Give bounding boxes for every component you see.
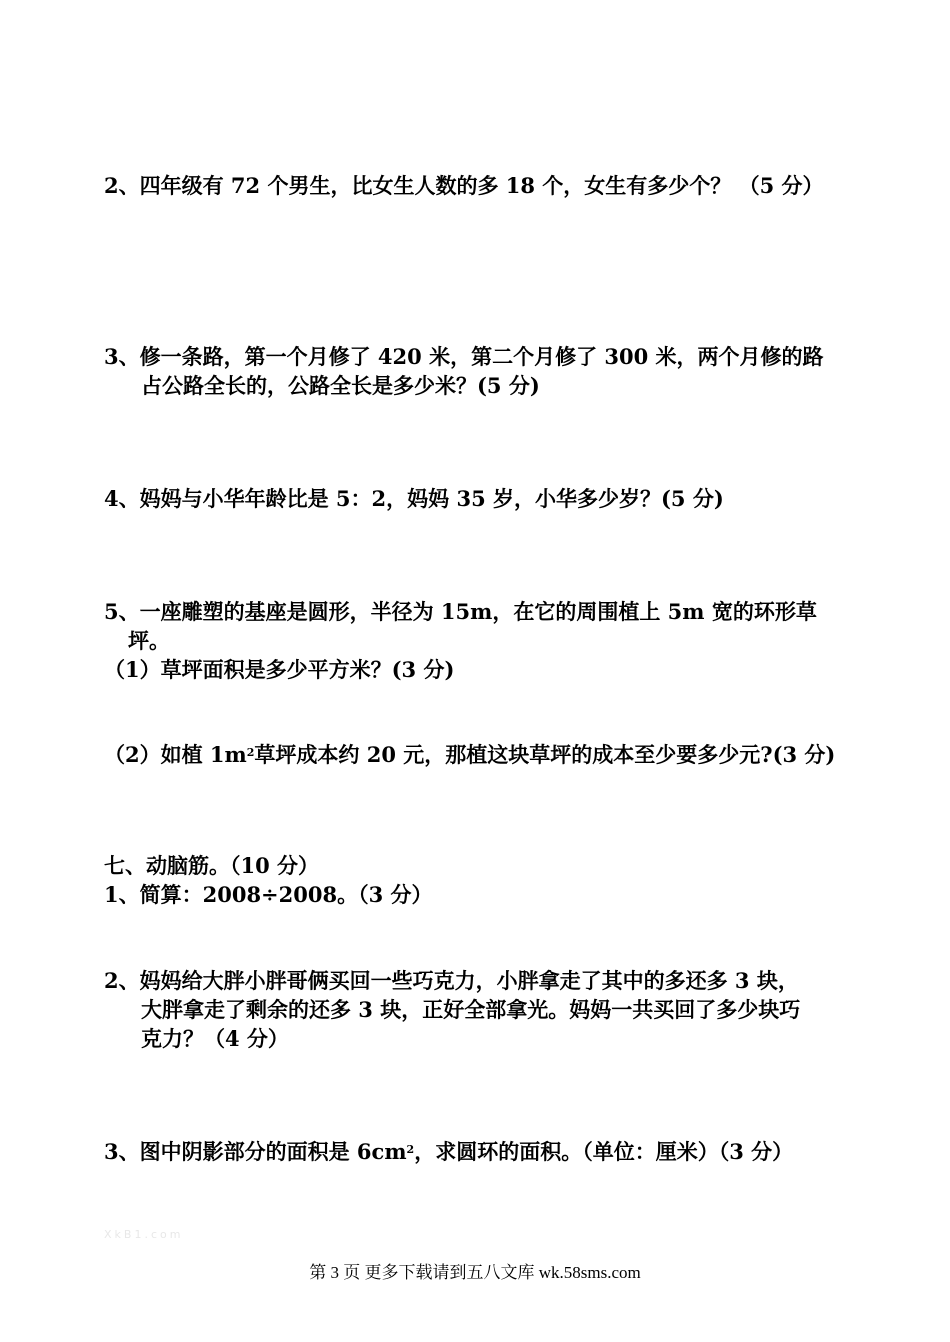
section-7-title: 七、动脑筋。（10 分） (104, 853, 320, 878)
question-5-sub-2-text-a: （2）如植 1m (104, 742, 247, 767)
question-3-line-1: 3、修一条路，第一个月修了 420 米，第二个月修了 300 米，两个月修的路 (104, 344, 824, 369)
question-3-line-2: 占公路全长的，公路全长是多少米？(5 分) (141, 373, 540, 398)
question-5-line-1: 5、一座雕塑的基座是圆形，半径为 15m，在它的周围植上 5m 宽的环形草 (104, 599, 817, 624)
section-7-question-2-line-1: 2、妈妈给大胖小胖哥俩买回一些巧克力，小胖拿走了其中的多还多 3 块， (104, 968, 799, 993)
superscript: 2 (246, 746, 255, 759)
question-2: 2、四年级有 72 个男生，比女生人数的多 18 个，女生有多少个？ （5 分） (104, 173, 824, 198)
question-5-line-2: 坪。 (128, 628, 170, 653)
section-7-question-2-line-3: 克力？（4 分） (141, 1026, 289, 1051)
section-7-question-3-text-a: 3、图中阴影部分的面积是 6cm (104, 1139, 407, 1164)
page-footer: 第 3 页 更多下载请到五八文库 wk.58sms.com (309, 1263, 641, 1282)
question-4: 4、妈妈与小华年龄比是 5：2，妈妈 35 岁，小华多少岁？(5 分) (104, 486, 724, 511)
section-7-question-3-text-b: ，求圆环的面积。（单位：厘米）（3 分） (414, 1139, 794, 1164)
section-7-question-1: 1、简算：2008÷2008。（3 分） (104, 882, 433, 907)
question-5-sub-1: （1）草坪面积是多少平方米？(3 分) (104, 657, 455, 682)
question-5-sub-2 (104, 741, 835, 769)
question-5-sub-2-text-b: 草坪成本约 20 元，那植这块草坪的成本至少要多少元?(3 分) (254, 742, 836, 767)
section-7-question-3 (104, 1138, 793, 1166)
section-7-question-2-line-2: 大胖拿走了剩余的还多 3 块，正好全部拿光。妈妈一共买回了多少块巧 (141, 997, 801, 1022)
superscript: 2 (406, 1143, 415, 1156)
watermark: XkB1.com (104, 1228, 184, 1241)
